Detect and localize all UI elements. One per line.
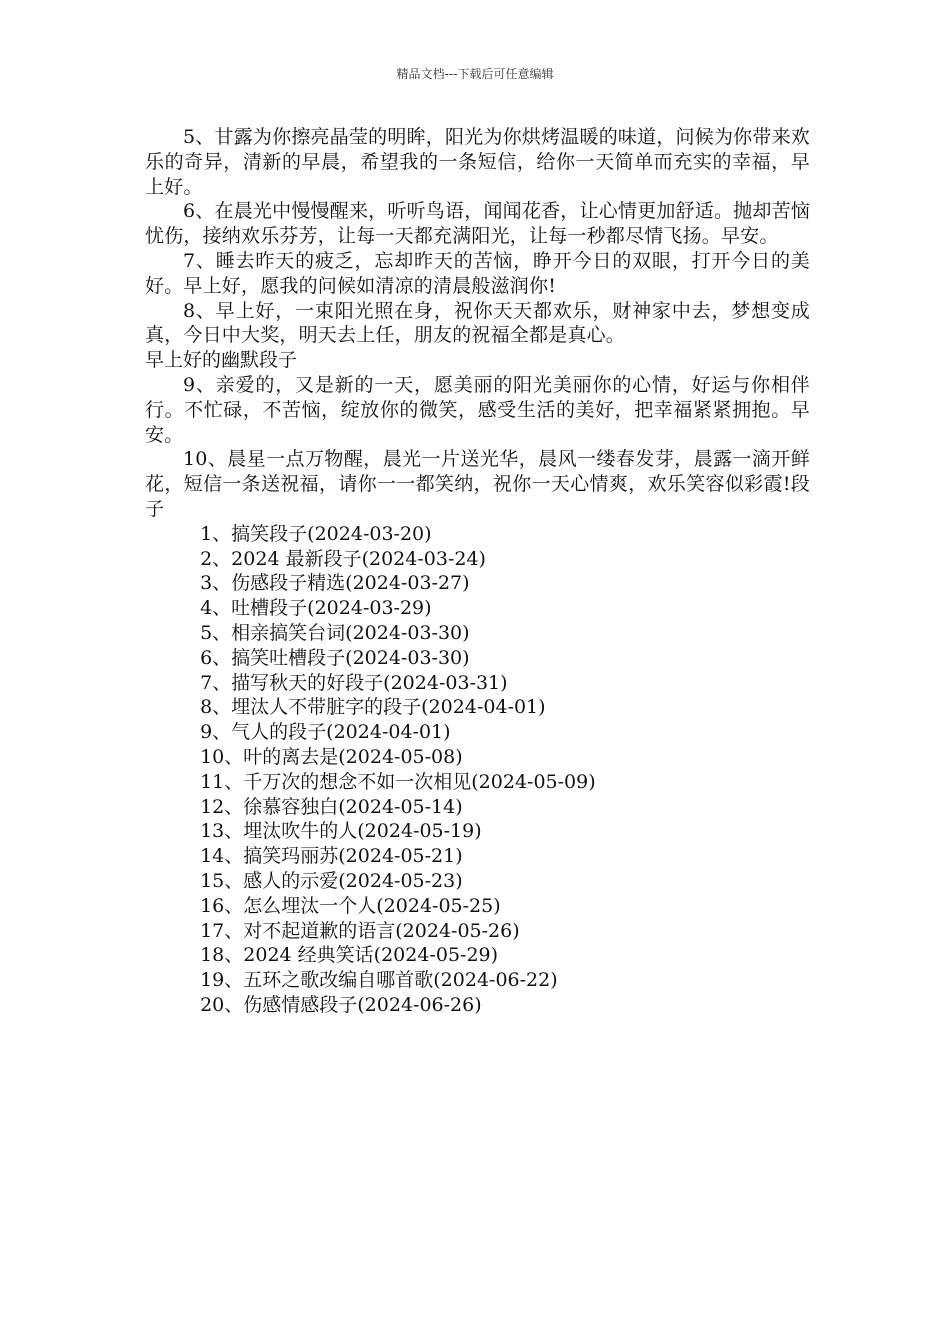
paragraph-10: 10、晨星一点万物醒，晨光一片送光华，晨风一缕春发芽，晨露一滴开鲜花，短信一条送祝福，请你一一都笑纳，祝你一天心情爽，欢乐笑容似彩霞!段子 — [145, 448, 810, 520]
list-item[interactable]: 11、千万次的想念不如一次相见(2024-05-09) — [200, 770, 596, 793]
paragraph-7: 7、睡去昨天的疲乏，忘却昨天的苦恼，睁开今日的双眼，打开今日的美好。早上好，愿我的问候如清凉的清晨般滋润你! — [145, 249, 810, 297]
list-item[interactable]: 12、徐慕容独白(2024-05-14) — [200, 795, 463, 818]
section-subheading: 早上好的幽默段子 — [145, 349, 298, 372]
list-item[interactable]: 9、气人的段子(2024-04-01) — [200, 721, 451, 744]
list-item[interactable]: 19、五环之歌改编自哪首歌(2024-06-22) — [200, 969, 558, 992]
list-item[interactable]: 8、埋汰人不带脏字的段子(2024-04-01) — [200, 696, 546, 719]
list-item[interactable]: 18、2024 经典笑话(2024-05-29) — [200, 944, 499, 967]
paragraph-5: 5、甘露为你擦亮晶莹的明眸，阳光为你烘烤温暖的味道，问候为你带来欢乐的奇异，清新的早晨，希望我的一条短信，给你一天简单而充实的幸福，早上好。 — [145, 126, 810, 198]
list-item[interactable]: 16、怎么埋汰一个人(2024-05-25) — [200, 894, 501, 917]
list-item[interactable]: 20、伤感情感段子(2024-06-26) — [200, 993, 482, 1016]
related-links-list — [145, 522, 810, 1018]
list-item[interactable]: 15、感人的示爱(2024-05-23) — [200, 869, 463, 892]
list-item[interactable]: 10、叶的离去是(2024-05-08) — [200, 745, 463, 768]
list-item[interactable]: 6、搞笑吐槽段子(2024-03-30) — [200, 646, 470, 669]
list-item[interactable]: 13、埋汰吹牛的人(2024-05-19) — [200, 820, 482, 843]
page-header: 精品文档---下载后可任意编辑 — [396, 67, 554, 81]
document-body — [145, 125, 810, 1018]
list-item[interactable]: 4、吐槽段子(2024-03-29) — [200, 597, 432, 620]
paragraph-9: 9、亲爱的，又是新的一天，愿美丽的阳光美丽你的心情，好运与你相伴行。不忙碌，不苦恼，绽放你的微笑，感受生活的美好，把幸福紧紧拥抱。早安。 — [145, 373, 810, 446]
list-item[interactable]: 1、搞笑段子(2024-03-20) — [200, 522, 432, 545]
list-item[interactable]: 3、伤感段子精选(2024-03-27) — [200, 572, 470, 595]
paragraph-6: 6、在晨光中慢慢醒来，听听鸟语，闻闻花香，让心情更加舒适。抛却苦恼忧伤，接纳欢乐芬芳，让每一天都充满阳光，让每一秒都尽情飞扬。早安。 — [145, 200, 810, 248]
list-item[interactable]: 5、相亲搞笑台词(2024-03-30) — [200, 621, 470, 644]
list-item[interactable]: 2、2024 最新段子(2024-03-24) — [200, 547, 486, 570]
list-item[interactable]: 7、描写秋天的好段子(2024-03-31) — [200, 671, 508, 694]
list-item[interactable]: 14、搞笑玛丽苏(2024-05-21) — [200, 845, 463, 868]
list-item[interactable]: 17、对不起道歉的语言(2024-05-26) — [200, 919, 520, 942]
paragraph-8: 8、早上好，一束阳光照在身，祝你天天都欢乐，财神家中去，梦想变成真，今日中大奖，明天去上任，朋友的祝福全都是真心。 — [145, 299, 810, 347]
